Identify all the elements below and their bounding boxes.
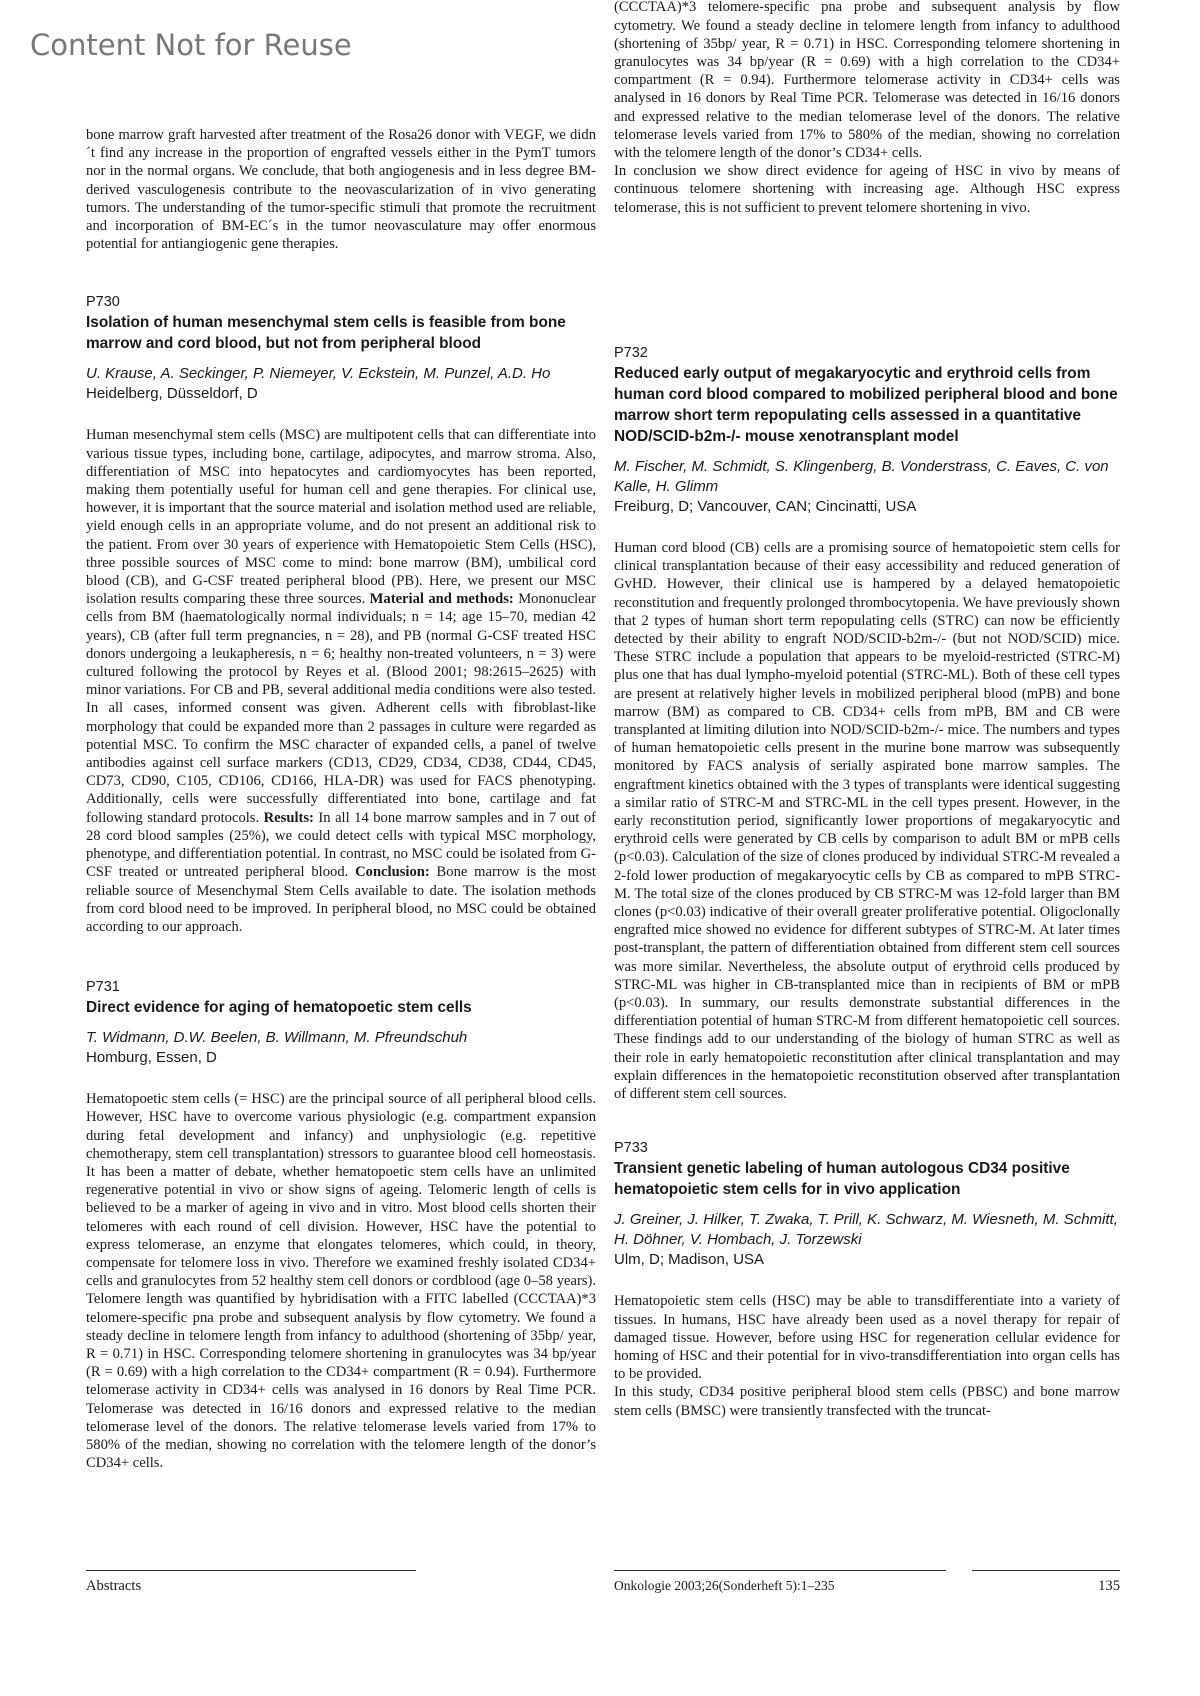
watermark: Content Not for Reuse [30,28,352,62]
abstract-authors: U. Krause, A. Seckinger, P. Niemeyer, V. Eckstein, M. Punzel, A.D. Ho [86,365,551,383]
abstract-body [86,1090,596,1472]
abstract-id: P730 [86,294,120,311]
footer-journal-citation: Onkologie 2003;26(Sonderheft 5):1–235 [614,1578,835,1593]
body-text: In conclusion we show direct evidence for ageing of HSC in vivo by means of continuous telomere shortening with increasing age. Although HSC express telomerase, this is not sufficient to prevent telomere shortening in vivo. [614,163,1120,216]
abstract-p730 [86,293,596,936]
body-text: In all 14 bone marrow samples and in 7 out of 28 cord blood samples (25%), we could detect cells with typical MSC morphology, phenotype, and differentiation potential. In contrast, no MSC could be isolated from G-CSF treated or untreated peripheral blood. [86,809,596,881]
left-column [86,126,596,1472]
footer-section-label: Abstracts [86,1578,142,1594]
footer-page-number: 135 [1098,1578,1120,1594]
label-conclusion: Conclusion: [355,864,430,881]
body-text: Hematopoetic stem cells (= HSC) are the principal source of all peripheral blood cells. However, HSC have to overcome various physiologic (e.g. compartment expansion during fetal development and infancy) and unphysiologic (e.g. repetitive chemotherapy, stem cell transplantation) stressors to guarantee blood cell homeostasis. It has been a matter of debate, whether hematopoetic stem cells have an unlimited regenerative potential in vivo or show signs of ageing. Telomeric length of cells is believed to be a marker of ageing in vivo and in vitro. Most blood cells shorten their telomeres with each round of cell division. However, HSC have the potential to express telomerase, an enzyme that elongates telomeres, which could, in theory, compensate for telomere loss in vivo. Therefore we examined freshly isolated CD34+ cells and granulocytes from 52 healthy stem cell donors or cordblood (age 0–58 years). Telomere length was quantified by hybridisation with a FITC labelled (CCCTAA)*3 telomere-specific pna probe and subsequent analysis by flow cytometry. We found a steady decline in telomere length from infancy to adulthood (shortening of 35bp/ year, R = 0.71) in HSC. Corresponding telomere shortening in granulocytes was 34 bp/year (R = 0.69) with a high correlation to the CD34+ compartment (R = 0.94). Furthermore telomerase activity in CD34+ cells was analysed in 16 donors by Real Time PCR. Telomerase was detected in 16/16 donors and expressed relative to the median telomerase level of the donors. The relative telomerase levels varied from 17% to 580% of the median, showing no correlation with the telomere length of the donor’s CD34+ cells. [86,1091,596,1472]
continued-text: bone marrow graft harvested after treatment of the Rosa26 donor with VEGF, we didn´t find any increase in the proportion of engrafted vessels either in the PymT tumors nor in the normal organs. We conclude, that both angiogenesis and in less degree BM-derived vasculogenesis contribute to the neovascularization of in vivo generating tumors. The understanding of the tumor-specific stimuli that promote the recruitment and incorporation of BM-EC´s in the tumor neovasculature may offer enormous potential for antiangiogenic gene therapies. [86,127,596,253]
body-text: In this study, CD34 positive peripheral blood stem cells (PBSC) and bone marrow stem cells (BMSC) were transiently transfected with the truncat- [614,1384,1120,1419]
body-text: Bone marrow is the most reliable source of Mesenchymal Stem Cells available to date. The isolation methods from cord blood need to be improved. In peripheral blood, no MSC could be obtained according to our approach. [86,864,596,935]
abstract-title: Transient genetic labeling of human autologous CD34 positive hematopoietic stem cells for in vivo application [614,1160,1070,1199]
footer-rule-middle [614,1570,946,1571]
abstract-title: Direct evidence for aging of hematopoetic stem cells [86,999,472,1017]
right-column [614,0,1120,1420]
body-text: Hematopoietic stem cells (HSC) may be able to transdifferentiate into a variety of tissues. In humans, HSC have already been used as a novel therapy for repair of damaged tissue. However, before using HSC for regeneration cellular evidence for homing of HSC and their potential for in vivo-transdifferentiation into organ cells has to be provided. [614,1293,1120,1383]
label-results: Results: [263,809,314,826]
abstract-location: Homburg, Essen, D [86,1049,217,1067]
abstract-p733 [614,1139,1120,1419]
abstract-location: Heidelberg, Düsseldorf, D [86,385,258,403]
abstract-title: Reduced early output of megakaryocytic and erythroid cells from human cord blood compared to mobilized peripheral blood and bone marrow short term repopulating cells assessed in a quantitative NOD/SCID-b2m-/- mouse xenotransplant model [614,365,1118,445]
abstract-location: Freiburg, D; Vancouver, CAN; Cincinatti, USA [614,498,917,515]
abstract-authors: J. Greiner, J. Hilker, T. Zwaka, T. Prill, K. Schwarz, M. Wiesneth, M. Schmitt, H. Döhner, V. Hombach, J. Torzewski [614,1211,1118,1249]
abstract-body [614,1292,1120,1419]
body-text: Human cord blood (CB) cells are a promising source of hematopoietic stem cells for clinical transplantation because of their easy accessibility and reduced generation of GvHD. However, their clinical use is hampered by a delayed hematopoietic reconstitution and frequently prolonged thrombocytopenia. We have previously shown that 2 types of human short term repopulating cells (STRC) can now be efficiently detected by their ability to engraft NOD/SCID-b2m-/- (but not NOD/SCID) mice. These STRC include a population that appears to be myeloid-restricted (STRC-M) plus one that has dual lympho-myeloid potential (STRC-ML). Both of these cell types are present at relatively higher levels in mobilized peripheral blood (mPB) and bone marrow (BM) as compared to CB. CD34+ cells from mPB, BM and CB were transplanted at limiting dilution into NOD/SCID-b2m-/- mice. The numbers and types of human hematopoietic cells present in the murine bone marrow was subsequently monitored by FACS analysis of serially aspirated bone marrow samples. The engraftment kinetics obtained with the 3 types of transplants were identical suggesting a similar ratio of STRC-M and STRC-ML in the cell types present. However, in the early reconstitution period, significantly lower proportions of megakaryocytic and erythroid cells were generated by CB cells by comparison to adult BM or mPB cells (p<0.03). Calculation of the size of clones produced by individual STRC-M revealed a 2-fold lower production of megakaryocytic cells by CB as compared to mPB STRC-M. The total size of the clones produced by CB STRC-M was 12-fold larger than BM clones (p<0.03) indicative of their overall greater proliferative potential. Oligoclonally engrafted mice showed no evidence for different subtypes of STRC-M. At later times post-transplant, the pattern of differentiation obtained from different stem cell sources was more similar. Nevertheless, the absolute output of erythroid cells produced by STRC-ML was higher in CB-transplanted mice than in recipients of BM or mPB (p<0.03). In summary, our results demonstrate substantial differences in the differentiation potential of human STRC-M from different hematopoietic cell sources. These findings add to our understanding of the biology of human STRC as well as their role in early hematopoietic reconstitution after clinical transplantation and may explain differences in the hematopoietic reconstitution observed after transplantation of different stem cell sources. [614,540,1120,1103]
body-text: Human mesenchymal stem cells (MSC) are multipotent cells that can differentiate into various tissue types, including bone, cartilage, adipocytes, and marrow stroma. Also, differentiation of MSC into hepatocytes and cardiomyocytes has been reported, making them potentially useful for human cell and gene therapies. For clinical use, however, it is important that the source material and isolation method used are reliable, yield enough cells in an appropriate volume, and do not present an additional risk to the patient. From over 30 years of experience with Hematopoietic Stem Cells (HSC), three possible sources of MSC come to mind: bone marrow (BM), umbilical cord blood (CB), and G-CSF treated peripheral blood (PB). Here, we present our MSC isolation results comparing these three sources. [86,427,596,608]
label-methods: Material and methods: [369,591,514,608]
abstract-authors: T. Widmann, D.W. Beelen, B. Willmann, M. Pfreundschuh [86,1029,468,1047]
abstract-authors: M. Fischer, M. Schmidt, S. Klingenberg, B. Vonderstrass, C. Eaves, C. von Kalle, H. Glimm [614,458,1109,495]
abstract-p731 [86,978,596,1472]
abstract-body [86,426,596,936]
abstract-p731-continued [614,0,1120,308]
abstract-location: Ulm, D; Madison, USA [614,1251,765,1269]
abstract-id: P732 [614,345,648,361]
footer-rule-right [972,1570,1120,1571]
abstract-body [614,539,1120,1103]
abstract-id: P731 [86,979,120,996]
abstract-p732 [614,344,1120,1103]
body-text: Mononuclear cells from BM (haematologically normal individuals; n = 14; age 15–70, median 42 years), CB (after full term pregnancies, n = 28), and PB (normal G-CSF treated HSC donors undergoing a leukapheresis, n = 6; healthy non-treated volunteers, n = 3) were cultured following the protocol by Reyes et al. (Blood 2001; 98:2615–2625) with minor variations. For CB and PB, several additional media conditions were also tested. In all cases, informed consent was given. Adherent cells with fibroblast-like morphology that could be expanded more than 2 passages in culture were regarded as potential MSC. To confirm the MSC character of expanded cells, a panel of twelve antibodies against cell surface markers (CD13, CD29, CD34, CD38, CD44, CD45, CD73, CD90, C105, CD106, CD166, HLA-DR) was used for FACS phenotyping. Additionally, cells were successfully differentiated into bone, cartilage and fat following standard protocols. [86,591,596,826]
footer-rule-left [86,1570,416,1571]
abstract-title: Isolation of human mesenchymal stem cells is feasible from bone marrow and cord blood, but not from peripheral blood [86,314,566,353]
body-text: (CCCTAA)*3 telomere-specific pna probe and subsequent analysis by flow cytometry. We found a steady decline in telomere length from infancy to adulthood (shortening of 35bp/ year, R = 0.71) in HSC. Corresponding telomere shortening in granulocytes was 34 bp/year (R = 0.69) with a high correlation to the CD34+ compartment (R = 0.94). Furthermore telomerase activity in CD34+ cells was analysed in 16 donors by Real Time PCR. Telomerase was detected in 16/16 donors and expressed relative to the median telomerase level of the donors. The relative telomerase levels varied from 17% to 580% of the median, showing no correlation with the telomere length of the donor’s CD34+ cells. [614,0,1120,162]
abstract-id: P733 [614,1140,648,1157]
